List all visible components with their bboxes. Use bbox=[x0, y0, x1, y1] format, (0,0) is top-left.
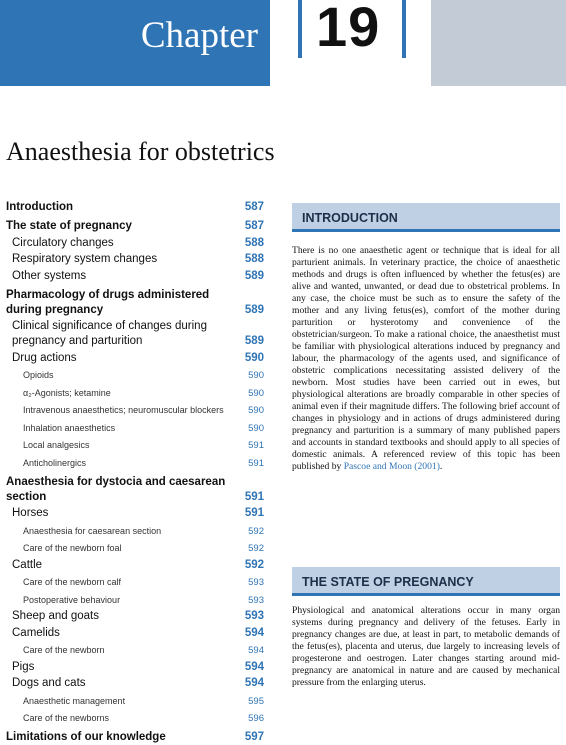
introduction-body: There is no one anaesthetic agent or technique that is ideal for all parturient animals. In veterinary practice, the choice of anaesthetic methods and drugs is often influenced by whether the fetus(es) are alive and wanted, unwanted, or dead due to obstetrical problems. In any case, the choice must be such as to ensure the safety of the mother and any living fetus(es), comfort of the mother during parturition or hysterotomy and convenience of the obstetrician/surgeon. To make a rational choice, the anaesthetist must be familiar with physiological alterations induced by pregnancy and labour, the pharmacology of the agents used, and significance of obstetric complications necessitating assisted delivery of the newborn. Most studies have been carried out in ewes, but physiological alterations are broadly comparable in other species of animal even if their magnitude differs. The following brief account of changes in physiology and in actions of drugs administered during pregnancy and parturition is a summary of many published papers and accounts in standard textbooks and should apply to all species of domestic animals. A referenced review of this topic has been published by bbox=[292, 245, 560, 472]
toc-entry[interactable] bbox=[0, 200, 272, 215]
toc-page-number: 594 bbox=[244, 677, 264, 689]
toc-entry[interactable] bbox=[0, 709, 272, 727]
toc-entry-label: Clinical significance of changes during pregnancy and parturition bbox=[12, 320, 207, 347]
toc-entry[interactable] bbox=[0, 675, 272, 692]
chapter-divider-left bbox=[298, 0, 302, 58]
toc-entry[interactable] bbox=[0, 366, 272, 384]
toc-entry[interactable] bbox=[0, 251, 272, 268]
toc-entry-label: Opioids bbox=[23, 370, 54, 380]
toc-entry-label: Anaesthesia for dystocia and caesarean section bbox=[6, 475, 226, 503]
toc-entry-label: Anticholinergics bbox=[23, 457, 87, 468]
toc-page-number: 591 bbox=[248, 440, 264, 451]
toc-page-number: 595 bbox=[248, 695, 264, 707]
toc-entry-label: Dogs and cats bbox=[12, 677, 86, 689]
toc-entry-label: Pharmacology of drugs administered during pregnancy bbox=[6, 288, 210, 316]
toc-page-number: 588 bbox=[244, 253, 264, 265]
toc-entry-label: Drug actions bbox=[12, 351, 77, 364]
toc-entry-label: Inhalation anaesthetics bbox=[23, 422, 116, 433]
toc-entry-label: Anaesthetic management bbox=[23, 695, 126, 706]
toc-entry-label: Limitations of our knowledge bbox=[6, 731, 166, 743]
toc-page-number: 592 bbox=[248, 543, 264, 554]
toc-entry-label: Care of the newborn bbox=[23, 645, 105, 655]
toc-entry[interactable] bbox=[0, 624, 272, 641]
toc-page-number: 591 bbox=[248, 457, 264, 469]
toc-entry[interactable] bbox=[0, 267, 272, 284]
toc-page-number: 596 bbox=[248, 713, 264, 724]
state-of-pregnancy-heading-bar bbox=[292, 567, 560, 596]
toc-page-number: 594 bbox=[244, 626, 264, 639]
toc-entry-label: Respiratory system changes bbox=[12, 253, 158, 265]
toc-entry[interactable] bbox=[0, 641, 272, 659]
toc-entry-label: Introduction bbox=[6, 201, 74, 213]
toc-page-number: 591 bbox=[244, 490, 264, 503]
toc-entry[interactable] bbox=[0, 505, 272, 522]
table-of-contents bbox=[0, 200, 272, 745]
toc-entry[interactable] bbox=[0, 349, 272, 366]
toc-page-number: 593 bbox=[244, 610, 264, 622]
toc-entry[interactable] bbox=[0, 691, 272, 709]
toc-page-number: 590 bbox=[248, 405, 264, 416]
toc-page-number: 591 bbox=[244, 507, 264, 519]
introduction-end: . bbox=[439, 461, 443, 472]
toc-entry-label: Care of the newborns bbox=[23, 713, 110, 723]
toc-entry[interactable] bbox=[0, 539, 272, 557]
toc-entry[interactable] bbox=[0, 590, 272, 608]
toc-entry-label: Pigs bbox=[12, 660, 35, 673]
toc-page-number: 590 bbox=[248, 422, 264, 434]
toc-entry[interactable] bbox=[0, 284, 272, 318]
introduction-heading: INTRODUCTION bbox=[302, 211, 398, 225]
toc-entry-label: The state of pregnancy bbox=[6, 220, 132, 232]
toc-entry-label: Local analgesics bbox=[23, 440, 90, 450]
toc-entry[interactable] bbox=[0, 318, 272, 350]
state-of-pregnancy-paragraph: Physiological and anatomical alterations occur in many organ systems during pregnancy and delivery of the fetuses. Early in pregnancy changes are due, at least in part, to metabolic demands of the fetus(es), placenta and uterus, due largely to increasing levels of progesterone and oestrogen. Later changes starting around mid-pregnancy are anatomical in nature and are caused by mechanical pressure from the enlarging uterus. bbox=[292, 605, 560, 688]
toc-entry[interactable] bbox=[0, 658, 272, 675]
toc-entry-label: Circulatory changes bbox=[12, 236, 114, 249]
chapter-title: Anaesthesia for obstetrics bbox=[6, 137, 275, 166]
toc-entry[interactable] bbox=[0, 215, 272, 234]
toc-entry-label: Care of the newborn calf bbox=[23, 577, 122, 587]
toc-entry-label: α₂-Agonists; ketamine bbox=[23, 387, 111, 398]
heading-rule bbox=[292, 229, 560, 232]
toc-page-number: 589 bbox=[244, 335, 264, 347]
toc-page-number: 589 bbox=[244, 269, 264, 282]
toc-page-number: 593 bbox=[248, 594, 264, 606]
toc-page-number: 590 bbox=[248, 387, 264, 399]
toc-page-number: 590 bbox=[244, 351, 264, 364]
toc-page-number: 592 bbox=[244, 558, 264, 571]
toc-page-number: 587 bbox=[244, 220, 264, 232]
toc-page-number: 597 bbox=[244, 731, 264, 743]
introduction-paragraph bbox=[292, 245, 560, 473]
toc-entry-label: Sheep and goats bbox=[12, 610, 99, 622]
toc-entry[interactable] bbox=[0, 436, 272, 454]
toc-page-number: 594 bbox=[248, 645, 264, 656]
toc-entry-label: Camelids bbox=[12, 626, 60, 639]
chapter-banner bbox=[0, 0, 270, 86]
toc-entry[interactable] bbox=[0, 521, 272, 539]
toc-page-number: 587 bbox=[244, 201, 264, 213]
toc-entry-label: Care of the newborn foal bbox=[23, 543, 122, 553]
toc-page-number: 593 bbox=[248, 577, 264, 588]
toc-entry-label: Intravenous anaesthetics; neuromuscular blockers bbox=[23, 405, 224, 415]
toc-entry-label: Cattle bbox=[12, 558, 43, 571]
chapter-divider-right bbox=[402, 0, 406, 58]
toc-page-number: 594 bbox=[244, 660, 264, 673]
toc-entry[interactable] bbox=[0, 234, 272, 251]
toc-page-number: 590 bbox=[248, 370, 264, 381]
chapter-number: 19 bbox=[316, 0, 381, 58]
toc-entry[interactable] bbox=[0, 418, 272, 436]
reference-link[interactable]: Pascoe and Moon (2001) bbox=[343, 461, 440, 472]
toc-entry[interactable] bbox=[0, 556, 272, 573]
header-grey-block bbox=[431, 0, 566, 86]
toc-entry[interactable] bbox=[0, 383, 272, 401]
heading-rule bbox=[292, 593, 560, 596]
toc-entry[interactable] bbox=[0, 726, 272, 745]
toc-entry[interactable] bbox=[0, 471, 272, 505]
state-of-pregnancy-heading: THE STATE OF PREGNANCY bbox=[302, 575, 474, 589]
toc-page-number: 589 bbox=[244, 303, 264, 316]
toc-page-number: 588 bbox=[244, 236, 264, 249]
toc-page-number: 592 bbox=[248, 525, 264, 537]
toc-entry[interactable] bbox=[0, 608, 272, 625]
introduction-heading-bar bbox=[292, 203, 560, 232]
chapter-word: Chapter bbox=[140, 15, 258, 56]
toc-entry-label: Postoperative behaviour bbox=[23, 594, 121, 605]
toc-entry[interactable] bbox=[0, 401, 272, 419]
toc-entry[interactable] bbox=[0, 573, 272, 591]
toc-entry-label: Horses bbox=[12, 507, 49, 519]
toc-entry[interactable] bbox=[0, 453, 272, 471]
toc-entry-label: Other systems bbox=[12, 269, 87, 282]
toc-entry-label: Anaesthesia for caesarean section bbox=[23, 525, 162, 536]
